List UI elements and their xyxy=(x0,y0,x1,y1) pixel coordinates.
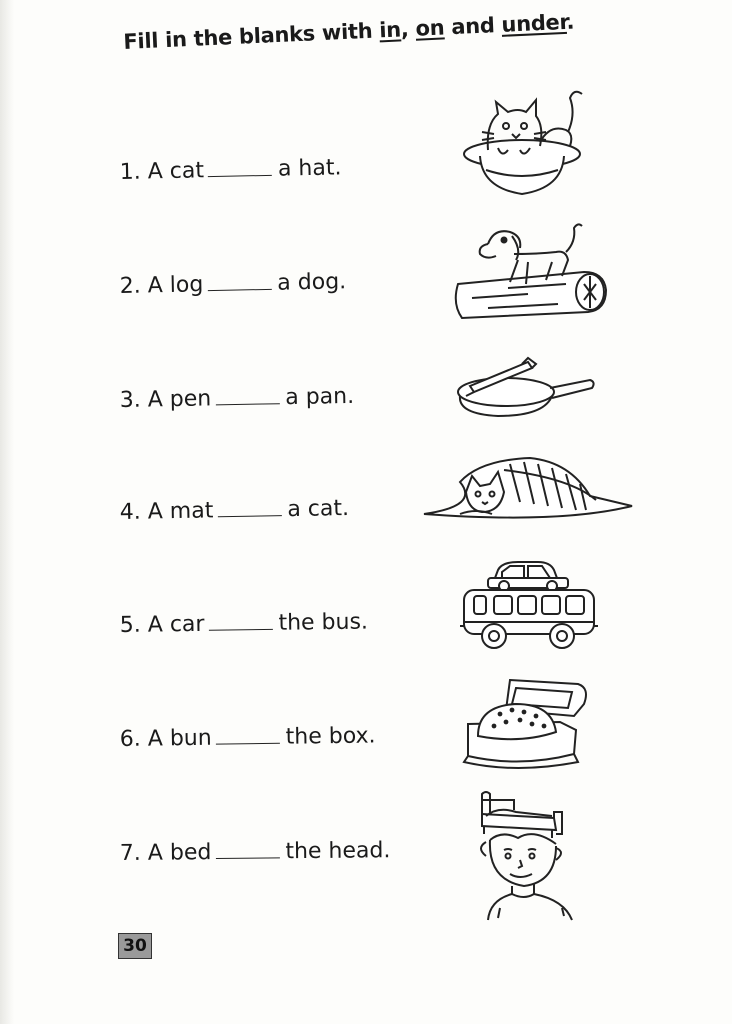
answer-blank[interactable] xyxy=(208,161,272,177)
exercise-item-4 xyxy=(120,496,350,525)
exercise-item-1 xyxy=(119,155,341,185)
answer-blank[interactable] xyxy=(215,389,279,405)
item-end-text: a dog. xyxy=(277,269,347,296)
exercise-item-6 xyxy=(120,723,376,752)
title-sep-1: , xyxy=(400,16,417,42)
item-end-text: the bus. xyxy=(278,609,369,636)
exercise-item-3 xyxy=(120,384,355,413)
title-word-under: under xyxy=(500,9,568,37)
title-sep-2: and xyxy=(443,12,503,40)
dog-on-log-icon xyxy=(448,214,612,326)
title-word-on: on xyxy=(414,15,445,41)
bed-on-head-icon xyxy=(468,790,590,926)
item-number: 6. xyxy=(119,726,141,752)
item-number: 7. xyxy=(119,840,141,866)
item-end-text: the head. xyxy=(285,838,391,865)
exercise-item-7 xyxy=(120,838,391,866)
item-number: 1. xyxy=(119,159,141,185)
item-start-text: A car xyxy=(147,611,205,638)
instruction-title xyxy=(123,10,575,54)
exercise-item-2 xyxy=(119,269,346,299)
cat-in-hat-icon xyxy=(458,84,590,200)
title-word-in: in xyxy=(378,17,402,43)
item-number: 4. xyxy=(119,499,141,525)
title-end: . xyxy=(565,9,575,34)
title-prefix: Fill in the blanks with xyxy=(122,18,380,54)
item-start-text: A log xyxy=(147,272,204,299)
item-start-text: A bed xyxy=(147,840,212,866)
page-number: 30 xyxy=(118,933,152,959)
item-number: 2. xyxy=(119,273,141,299)
car-on-bus-icon xyxy=(458,556,600,656)
item-start-text: A cat xyxy=(147,158,205,185)
answer-blank[interactable] xyxy=(216,729,280,745)
bun-in-box-icon xyxy=(460,674,592,772)
answer-blank[interactable] xyxy=(217,501,281,517)
answer-blank[interactable] xyxy=(215,843,279,859)
item-end-text: a cat. xyxy=(287,496,350,523)
item-start-text: A bun xyxy=(147,725,212,752)
page-edge-shadow xyxy=(0,0,14,1024)
item-number: 5. xyxy=(119,612,141,638)
item-end-text: the box. xyxy=(285,723,376,750)
pen-on-pan-icon xyxy=(452,352,598,422)
item-start-text: A mat xyxy=(147,498,214,525)
item-number: 3. xyxy=(119,387,141,413)
item-start-text: A pen xyxy=(147,386,212,413)
answer-blank[interactable] xyxy=(207,275,271,291)
exercise-item-5 xyxy=(120,610,368,638)
item-end-text: a hat. xyxy=(277,155,342,182)
cat-under-mat-icon xyxy=(420,452,634,524)
item-end-text: a pan. xyxy=(285,383,355,411)
answer-blank[interactable] xyxy=(208,615,272,631)
